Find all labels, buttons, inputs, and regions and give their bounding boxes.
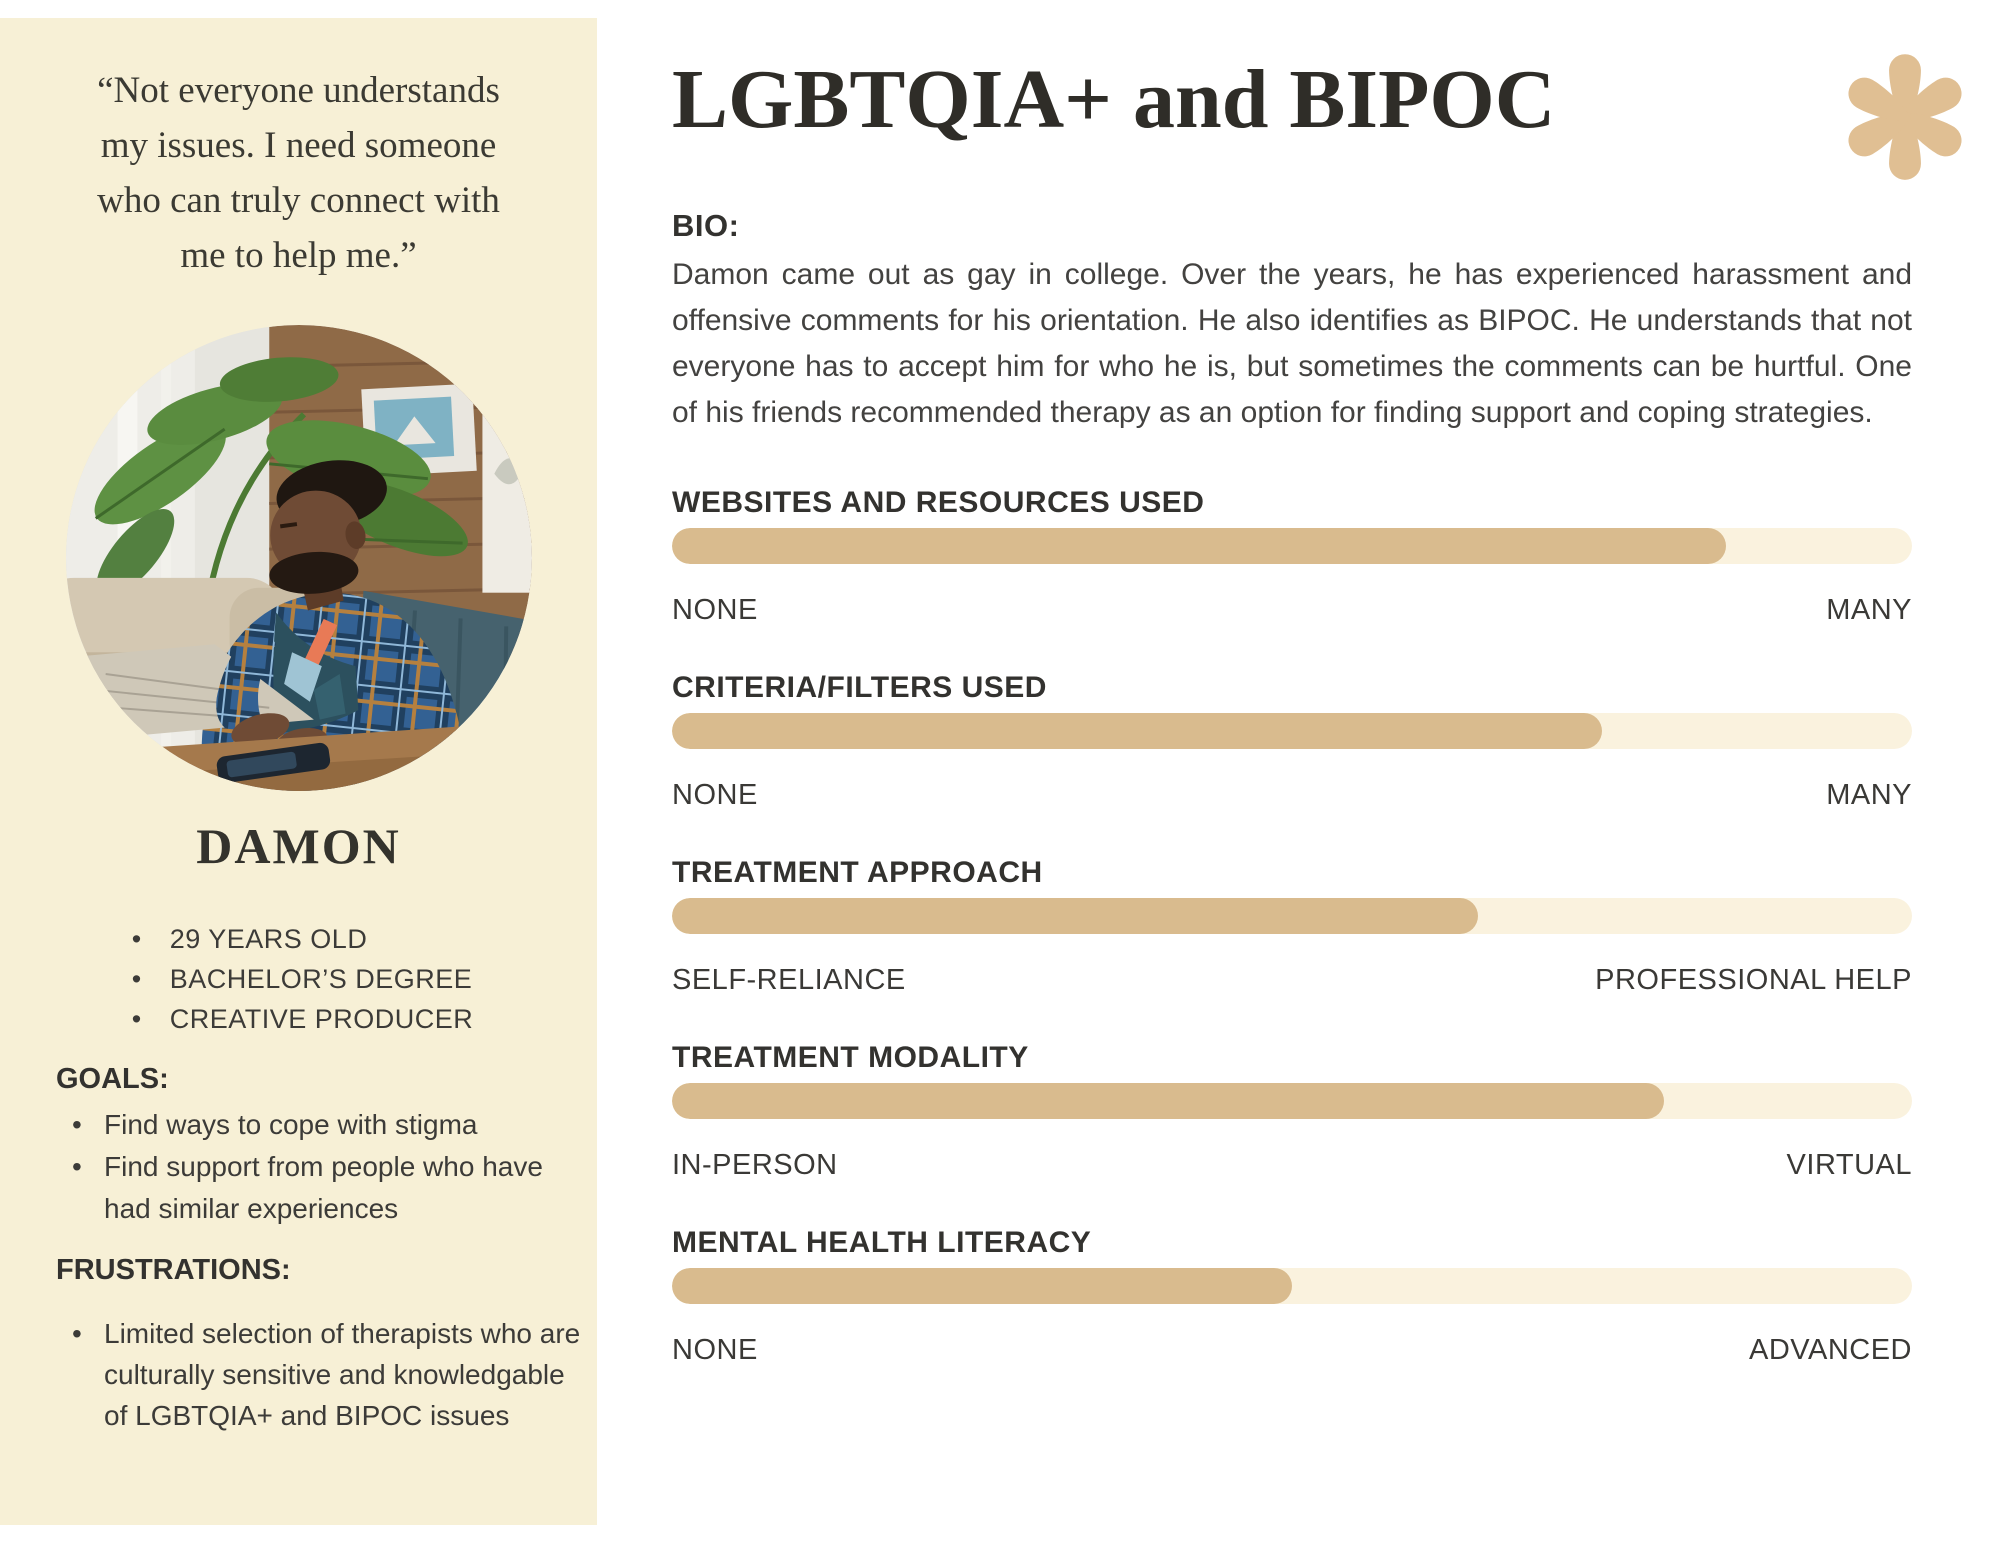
slider-websites-resources: [672, 486, 1912, 627]
goals-heading: GOALS:: [56, 1063, 169, 1095]
bio-heading: BIO:: [672, 208, 740, 244]
slider-fill: [672, 1083, 1664, 1119]
frustrations-list: [0, 1313, 597, 1436]
slider-heading: TREATMENT MODALITY: [672, 1041, 1029, 1075]
frustration-item: • Limited selection of therapists who are culturally sensitive and knowledgable of LGBTQIA+ and BIPOC issues: [104, 1313, 585, 1436]
slider-track: [672, 713, 1912, 749]
sidebar: [0, 18, 597, 1525]
fact-occupation: • CREATIVE PRODUCER: [124, 999, 474, 1039]
slider-section: [672, 486, 1912, 1367]
scale-left-label: NONE: [672, 779, 758, 812]
slider-heading: TREATMENT APPROACH: [672, 856, 1043, 890]
slider-track: [672, 898, 1912, 934]
slider-scale: [672, 779, 1912, 812]
scale-left-label: NONE: [672, 594, 758, 627]
profile-photo: [66, 325, 532, 791]
scale-left-label: IN-PERSON: [672, 1149, 838, 1182]
slider-scale: [672, 594, 1912, 627]
page-title: LGBTQIA+ and BIPOC: [672, 53, 1556, 146]
slider-treatment-modality: [672, 1041, 1912, 1182]
slider-treatment-approach: [672, 856, 1912, 997]
slider-fill: [672, 898, 1478, 934]
bio-text: Damon came out as gay in college. Over the years, he has experienced harassment and offensive comments for his orientation. He also identifies as BIPOC. He understands that not everyone has to accept him for who he is, but sometimes the comments can be hurtful. One of his friends recommended therapy as an option for finding support and coping strategies.: [672, 258, 1912, 430]
scale-right-label: VIRTUAL: [1786, 1149, 1912, 1182]
scale-left-label: NONE: [672, 1334, 758, 1367]
slider-scale: [672, 1334, 1912, 1367]
scale-right-label: ADVANCED: [1749, 1334, 1912, 1367]
slider-track: [672, 1083, 1912, 1119]
goals-list: [0, 1104, 597, 1230]
persona-facts-list: [124, 919, 474, 1039]
slider-heading: CRITERIA/FILTERS USED: [672, 671, 1047, 705]
scale-left-label: SELF-RELIANCE: [672, 964, 906, 997]
slider-criteria-filters: [672, 671, 1912, 812]
persona-name: DAMON: [196, 818, 401, 874]
slider-track: [672, 528, 1912, 564]
scale-right-label: PROFESSIONAL HELP: [1595, 964, 1912, 997]
persona-quote: “Not everyone understands my issues. I need someone who can truly connect with me to help me.”: [97, 70, 500, 276]
frustrations-heading: FRUSTRATIONS:: [56, 1254, 291, 1286]
main-panel: [672, 0, 1912, 1367]
fact-age: • 29 YEARS OLD: [124, 919, 474, 959]
goal-item: • Find support from people who have had similar experiences: [104, 1146, 585, 1230]
slider-heading: MENTAL HEALTH LITERACY: [672, 1226, 1092, 1260]
slider-scale: [672, 1149, 1912, 1182]
slider-mental-health-literacy: [672, 1226, 1912, 1367]
slider-fill: [672, 1268, 1292, 1304]
goal-item: • Find ways to cope with stigma: [104, 1104, 585, 1146]
slider-scale: [672, 964, 1912, 997]
asterisk-icon: [1830, 42, 1980, 192]
slider-fill: [672, 528, 1726, 564]
slider-track: [672, 1268, 1912, 1304]
scale-right-label: MANY: [1826, 594, 1912, 627]
scale-right-label: MANY: [1826, 779, 1912, 812]
slider-fill: [672, 713, 1602, 749]
man-at-laptop-illustration: [66, 325, 532, 791]
slider-heading: WEBSITES AND RESOURCES USED: [672, 486, 1205, 520]
fact-education: • BACHELOR’S DEGREE: [124, 959, 474, 999]
